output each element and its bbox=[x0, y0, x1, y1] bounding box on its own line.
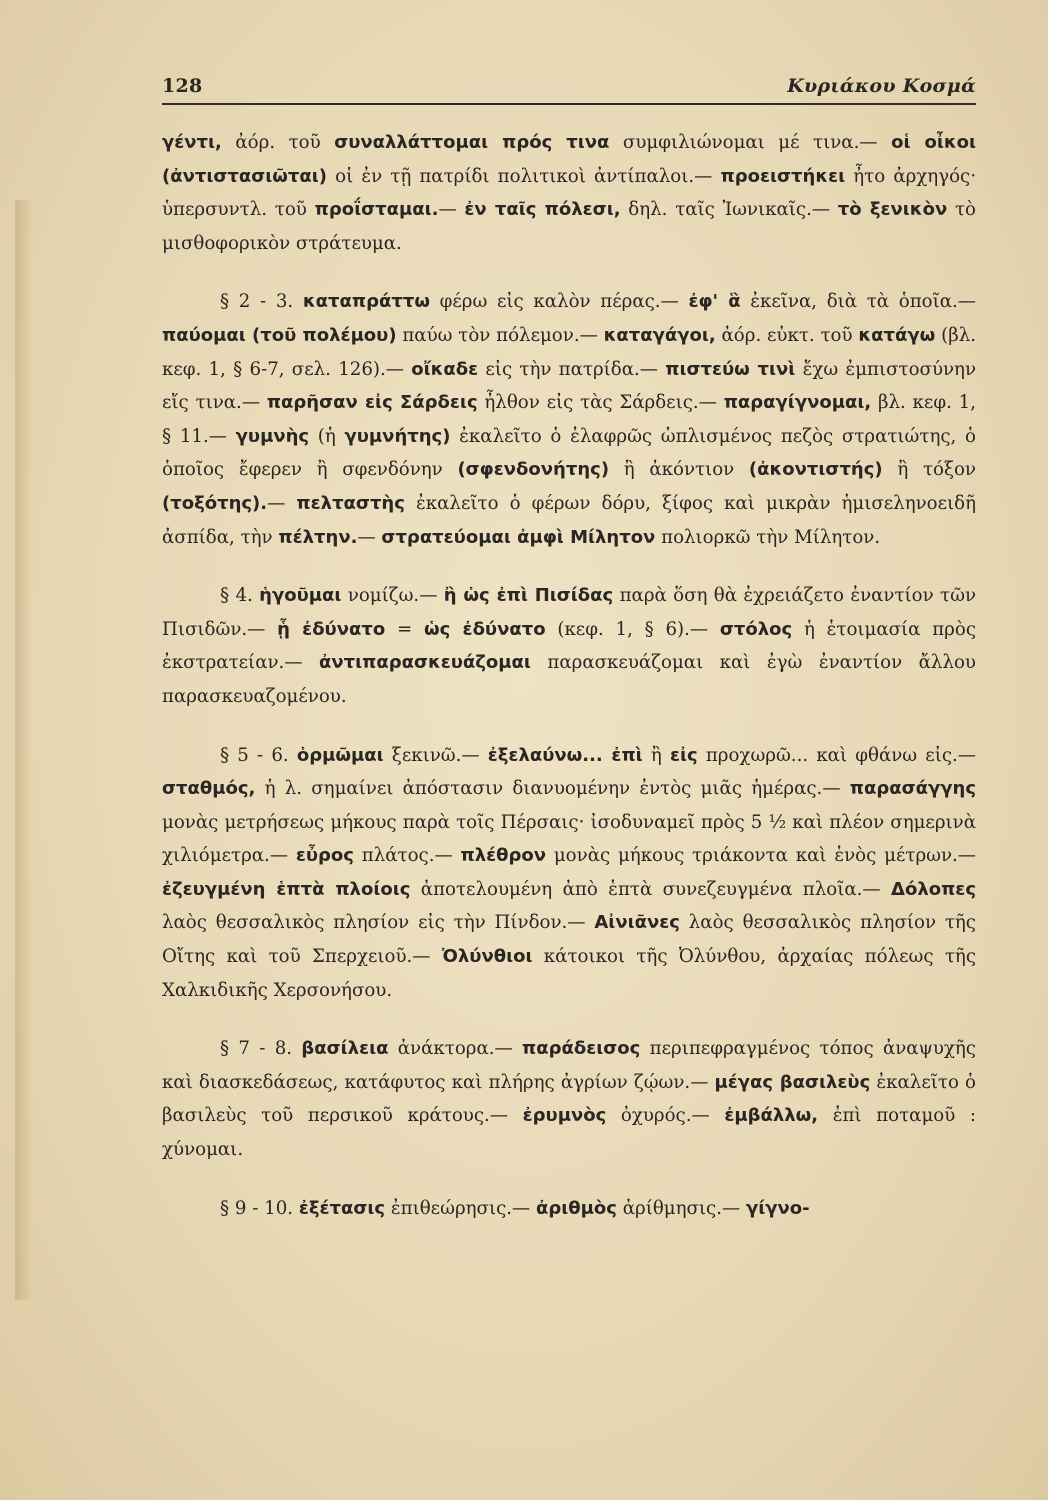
gloss-text: § 7 - 8. bbox=[220, 1038, 302, 1060]
headword: βασίλεια bbox=[301, 1038, 389, 1060]
gloss-text: § 9 - 10. bbox=[220, 1197, 299, 1219]
gloss-text: ἡ ἑτοιμασία πρὸς ἐκστρατείαν.— bbox=[162, 618, 977, 674]
gloss-text: μονὰς μετρήσεως μήκους παρὰ τοῖς Πέρσαις· ἰσοδυναμεῖ πρὸς 5 ½ καὶ πλέον σημερινὰ χιλιόμετρα.— bbox=[162, 811, 976, 867]
gloss-text: = bbox=[385, 618, 424, 640]
headword: ἐμβάλλω, bbox=[724, 1105, 819, 1127]
headword: παρασάγγης bbox=[849, 778, 976, 800]
paragraph-section-9-10 bbox=[162, 1192, 976, 1226]
gloss-text: ἐπιθεώρησις.— bbox=[385, 1197, 537, 1219]
headword: καταπράττω bbox=[302, 291, 430, 313]
headword: πελταστὴς bbox=[296, 492, 405, 514]
headword: ἐφ' ἃ bbox=[688, 291, 741, 313]
gloss-text: πολιορκῶ τὴν Μίλητον. bbox=[655, 526, 881, 548]
gloss-text: οἱ ἐν τῇ πατρίδι πολιτικοὶ ἀντίπαλοι.— bbox=[327, 165, 721, 187]
gloss-text: ξεκινῶ.— bbox=[383, 744, 488, 766]
headword: γυμνήτης) bbox=[344, 425, 451, 447]
headword: (τοξότης). bbox=[162, 492, 268, 514]
headword: πιστεύω τινὶ bbox=[665, 358, 796, 380]
headword: ἀντιπαρασκευάζομαι bbox=[318, 652, 531, 674]
headword: γέντι, bbox=[162, 132, 222, 153]
gloss-text: (κεφ. 1, § 6).— bbox=[545, 618, 720, 640]
gloss-text: ἐκεῖνα, διὰ τὰ ὁποῖα.— bbox=[740, 291, 976, 313]
headword: παύομαι (τοῦ πολέμου) bbox=[162, 324, 397, 346]
headword: οἴκαδε bbox=[411, 358, 479, 380]
gloss-text: ἐπὶ ποταμοῦ : χύνομαι. bbox=[162, 1105, 977, 1161]
gloss-text: ἢ bbox=[642, 744, 670, 766]
gloss-text: ὀχυρός.— bbox=[606, 1105, 725, 1127]
headword: ἐξέτασις bbox=[298, 1197, 386, 1219]
headword: γίγνο- bbox=[745, 1197, 810, 1219]
headword: γυμνὴς bbox=[235, 425, 310, 447]
paragraph-section-7-8 bbox=[162, 1032, 976, 1166]
gloss-text: εἰς τὴν πατρίδα.— bbox=[478, 358, 666, 380]
gloss-text: — bbox=[357, 526, 382, 548]
headword: κατάγω bbox=[858, 324, 936, 346]
gloss-text: ἐκαλεῖτο ὁ ἐλαφρῶς ὡπλισμένος πεζὸς στρατιώτης, ὁ ὁποῖος ἔφερεν ἢ σφενδόνην bbox=[162, 425, 976, 481]
gloss-text: φέρω εἰς καλὸν πέρας.— bbox=[429, 291, 689, 313]
headword: ἢ ὡς ἐπὶ Πισίδας bbox=[443, 585, 614, 607]
headword: στρατεύομαι ἀμφὶ Μίλητον bbox=[381, 526, 656, 548]
gloss-text: ἔχω ἐμπιστοσύνην εἴς τινα.— bbox=[162, 358, 977, 414]
headword: προειστήκει bbox=[720, 165, 846, 187]
gloss-text: ἀποτελουμένη ἀπὸ ἑπτὰ συνεζευγμένα πλοῖα.— bbox=[410, 878, 892, 900]
headword: παρῆσαν εἰς Σάρδεις bbox=[266, 392, 478, 414]
gloss-text: — bbox=[267, 492, 297, 514]
headword: παράδεισος bbox=[522, 1038, 641, 1060]
gloss-text: παύω τὸν πόλεμον.— bbox=[396, 324, 604, 346]
headword: μέγας βασιλεὺς bbox=[714, 1071, 871, 1093]
gloss-text: προχωρῶ... καὶ φθάνω εἰς.— bbox=[697, 744, 976, 766]
gloss-text: ἀρίθμησις.— bbox=[616, 1197, 746, 1219]
headword: οἱ οἶκοι (ἀντιστασιῶται) bbox=[162, 132, 977, 187]
gloss-text: πλάτος.— bbox=[353, 845, 461, 867]
gloss-text: παρὰ ὅση θὰ ἐχρειάζετο ἐναντίον τῶν Πισιδῶν.— bbox=[162, 585, 976, 640]
gloss-text: ἢ ἀκόντιον bbox=[609, 459, 749, 481]
gloss-text: ἦτο ἀρχηγός· ὑπερσυντλ. τοῦ bbox=[162, 165, 976, 221]
headword: ὁρμῶμαι bbox=[296, 744, 384, 766]
headword: ἀριθμὸς bbox=[536, 1197, 617, 1219]
gloss-text: κάτοικοι τῆς Ὀλύνθου, ἀρχαίας πόλεως τῆς Χαλκιδικῆς Χερσονήσου. bbox=[162, 946, 977, 1001]
headword: (σφενδονήτης) bbox=[457, 459, 610, 481]
headword: παραγίγνομαι, bbox=[723, 392, 872, 414]
headword: Δόλοπες bbox=[891, 878, 976, 900]
headword: σταθμός, bbox=[162, 778, 256, 800]
headword: καταγάγοι, bbox=[603, 324, 716, 346]
paragraph-section-5-6 bbox=[162, 739, 976, 1008]
gloss-text: § 2 - 3. bbox=[220, 291, 303, 313]
gloss-text: ἐκαλεῖτο ὁ φέρων δόρυ, ξίφος καὶ μικρὰν ἡμισεληνοειδῆ ἀσπίδα, τὴν bbox=[162, 492, 976, 548]
headword: εὖρος bbox=[295, 845, 354, 867]
gloss-text: μονὰς μήκους τριάκοντα καὶ ἑνὸς μέτρων.— bbox=[546, 845, 976, 867]
page-number: 128 bbox=[162, 75, 203, 97]
gloss-text: § 5 - 6. bbox=[220, 744, 297, 766]
gloss-text: (βλ. κεφ. 1, § 6-7, σελ. 126).— bbox=[162, 324, 977, 380]
paragraph-section-2-3 bbox=[162, 285, 976, 554]
page-body bbox=[162, 126, 976, 1250]
headword: Αἰνιᾶνες bbox=[594, 912, 680, 934]
gloss-text: λαὸς θεσσαλικὸς πλησίον τῆς Οἴτης καὶ τοῦ Σπερχειοῦ.— bbox=[162, 912, 976, 968]
gloss-text: ἀόρ. εὐκτ. τοῦ bbox=[715, 324, 859, 346]
page-edge-stain bbox=[15, 200, 33, 1300]
headword: τὸ ξενικὸν bbox=[837, 199, 948, 221]
headword: εἰς bbox=[669, 744, 698, 766]
headword: ἡγοῦμαι bbox=[259, 585, 342, 607]
gloss-text: παρασκευάζομαι καὶ ἐγὼ ἐναντίον ἄλλου παρασκευαζομένου. bbox=[162, 652, 976, 707]
gloss-text: νομίζω.— bbox=[341, 585, 444, 607]
gloss-text: § 4. bbox=[220, 585, 260, 607]
headword: πλέθρον bbox=[460, 845, 547, 867]
headword: συναλλάττομαι πρός τινα bbox=[334, 132, 610, 153]
gloss-text: ἐκαλεῖτο ὁ βασιλεὺς τοῦ περσικοῦ κράτους.— bbox=[162, 1071, 976, 1127]
gloss-text: ἀόρ. τοῦ bbox=[221, 132, 335, 153]
gloss-text: τὸ μισθοφορικὸν στράτευμα. bbox=[162, 199, 976, 254]
gloss-text: ἀνάκτορα.— bbox=[388, 1038, 523, 1060]
headword: ἐζευγμένη ἑπτὰ πλοίοις bbox=[162, 878, 411, 900]
page-header bbox=[162, 73, 976, 105]
headword: ἐξελαύνω... ἐπὶ bbox=[487, 744, 643, 766]
gloss-text: συμφιλιώνομαι μέ τινα.— bbox=[609, 132, 892, 153]
headword: πέλτην. bbox=[278, 526, 358, 548]
gloss-text: ἡ λ. σημαίνει ἀπόστασιν διανυομένην ἐντὸς μιᾶς ἡμέρας.— bbox=[255, 778, 850, 800]
headword: ἐν ταῖς πόλεσι, bbox=[464, 199, 621, 221]
gloss-text: βλ. κεφ. 1, § 11.— bbox=[162, 392, 977, 447]
gloss-text: δηλ. ταῖς Ἰωνικαῖς.— bbox=[620, 199, 838, 221]
paragraph-section-4 bbox=[162, 579, 976, 713]
gloss-text: — bbox=[438, 199, 465, 221]
headword: στόλος bbox=[719, 618, 793, 640]
gloss-text: ἦλθον εἰς τὰς Σάρδεις.— bbox=[477, 392, 724, 414]
headword: Ὀλύνθιοι bbox=[441, 946, 533, 968]
headword: ἐρυμνὸς bbox=[522, 1105, 607, 1127]
headword: ὡς ἐδύνατο bbox=[423, 618, 546, 640]
headword: ᾗ ἐδύνατο bbox=[277, 618, 386, 640]
gloss-text: (ἡ bbox=[309, 425, 345, 447]
gloss-text: λαὸς θεσσαλικὸς πλησίον εἰς τὴν Πίνδον.— bbox=[162, 912, 595, 934]
gloss-text: ἢ τόξον bbox=[882, 459, 976, 481]
paragraph-intro bbox=[162, 126, 976, 260]
running-title: Κυριάκου Κοσμά bbox=[787, 75, 976, 97]
headword: προΐσταμαι. bbox=[314, 199, 439, 221]
gloss-text: περιπεφραγμένος τόπος ἀναψυχῆς καὶ διασκεδάσεως, κατάφυτος καὶ πλήρης ἀγρίων ζῴων.— bbox=[162, 1038, 976, 1093]
headword: (ἀκοντιστής) bbox=[748, 459, 883, 481]
